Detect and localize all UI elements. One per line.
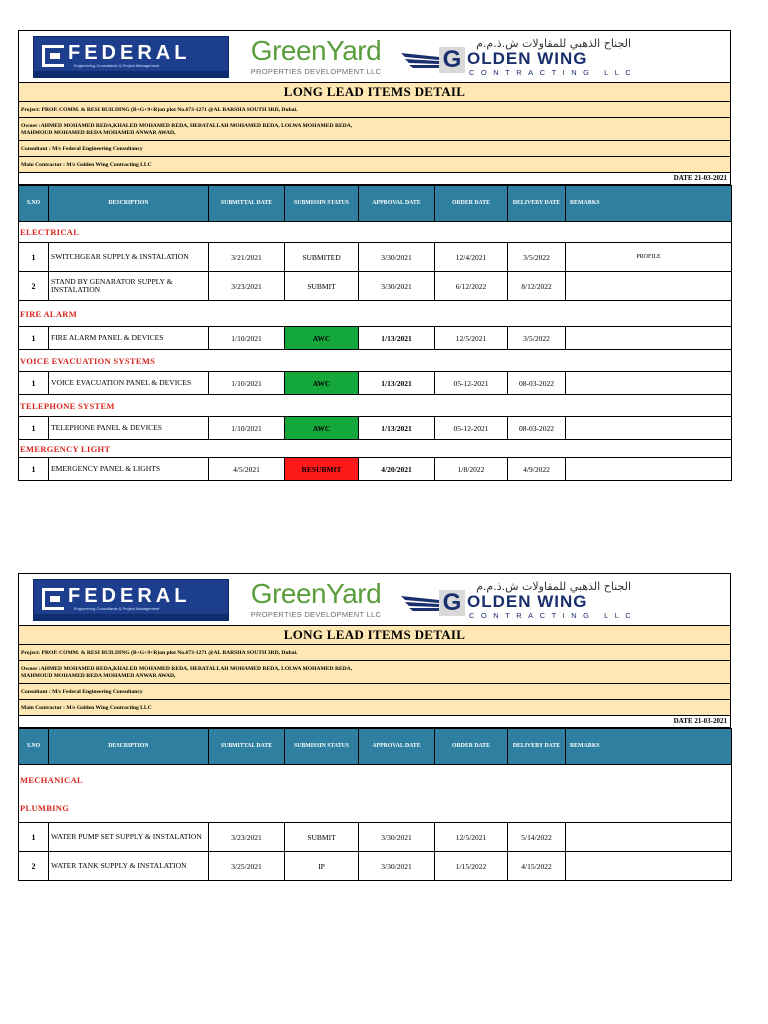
federal-logo-tagline: Engineering Consultants & Project Management	[74, 63, 160, 68]
col-approval-date: APPROVAL DATE	[359, 186, 435, 222]
goldenwing-logo-sub: CONTRACTING LLC	[469, 68, 638, 77]
federal-logo-strip	[34, 71, 228, 77]
cell-remarks	[566, 372, 732, 395]
owner-line-1: Owner :AHMED MOHAMED REDA,KHALED MOHAMED REDA, HEBATALLAH MOHAMED REDA, LOLWA MOHAMED REDA,	[21, 123, 353, 129]
cell-description: SWITCHGEAR SUPPLY & INSTALATION	[49, 243, 209, 272]
report-date: DATE 21-03-2021	[18, 716, 731, 728]
cell-remarks	[566, 417, 732, 440]
federal-logo-name: FEDERAL	[68, 585, 191, 607]
section-title: FIRE ALARM	[19, 301, 732, 327]
federal-logo	[33, 36, 229, 78]
owner-line-1: Owner :AHMED MOHAMED REDA,KHALED MOHAMED REDA, HEBATALLAH MOHAMED REDA, LOLWA MOHAMED REDA,	[21, 666, 353, 672]
greenyard-logo-sub: PROPERTIES DEVELOPMENT LLC	[250, 610, 382, 619]
cell-submittal-date: 1/10/2021	[209, 372, 285, 395]
cell-sno: 1	[19, 372, 49, 395]
cell-delivery-date: 3/5/2022	[508, 243, 566, 272]
cell-approval-date: 3/30/2021	[359, 852, 435, 881]
cell-sno: 1	[19, 458, 49, 481]
goldenwing-logo-sub: CONTRACTING LLC	[469, 611, 638, 620]
federal-mark-icon	[42, 45, 64, 67]
cell-approval-date: 3/30/2021	[359, 272, 435, 301]
cell-status-awc: AWC	[285, 372, 359, 395]
table-row	[19, 823, 732, 852]
cell-status-awc: AWC	[285, 327, 359, 350]
cell-delivery-date: 4/9/2022	[508, 458, 566, 481]
goldenwing-logo	[399, 35, 638, 79]
section-row-voice-evacuation	[19, 350, 732, 372]
col-submittal-date: SUBMITTAL DATE	[209, 186, 285, 222]
cell-order-date: 1/15/2022	[435, 852, 508, 881]
consultant-info: Consultant : M/s Federal Engineering Consultancy	[18, 141, 731, 157]
greenyard-logo	[241, 580, 391, 622]
report-date: DATE 21-03-2021	[18, 173, 731, 185]
logo-bar	[18, 30, 731, 82]
cell-status: SUBMITED	[285, 243, 359, 272]
cell-delivery-date: 08-03-2022	[508, 417, 566, 440]
goldenwing-logo	[399, 578, 638, 622]
cell-remarks	[566, 327, 732, 350]
table-row	[19, 272, 732, 301]
owner-info	[18, 661, 731, 684]
section-row-telephone	[19, 395, 732, 417]
section-title: PLUMBING	[19, 795, 732, 823]
cell-description: STAND BY GENARATOR SUPPLY & INSTALATION	[49, 272, 209, 301]
project-info: Project: PROP. COMM. & RESI BUILDING (B+G+9+R)on plot No.673-1271 @AL BARSHA SOUTH 3RD, Dubai.	[18, 102, 731, 118]
table-row	[19, 458, 732, 481]
cell-status-awc: AWC	[285, 417, 359, 440]
cell-submittal-date: 1/10/2021	[209, 327, 285, 350]
goldenwing-logo-name: OLDEN WING	[467, 49, 588, 68]
cell-sno: 1	[19, 243, 49, 272]
table-row	[19, 243, 732, 272]
cell-submittal-date: 1/10/2021	[209, 417, 285, 440]
goldenwing-arabic-name: الجناح الذهبي للمقاولات ش.ذ.م.م	[476, 580, 631, 593]
col-delivery-date: DELIVERY DATE	[508, 186, 566, 222]
cell-remarks	[566, 272, 732, 301]
contractor-info: Main Contractor : M/s Golden Wing Contracting LLC	[18, 157, 731, 173]
col-submission-status: SUBMISSIN STATUS	[285, 186, 359, 222]
cell-delivery-date: 3/5/2022	[508, 327, 566, 350]
cell-submittal-date: 3/23/2021	[209, 272, 285, 301]
page-title: LONG LEAD ITEMS DETAIL	[18, 625, 731, 645]
cell-remarks: PROFILE	[566, 243, 732, 272]
cell-submittal-date: 3/21/2021	[209, 243, 285, 272]
cell-status-resubmit: RESUBMIT	[285, 458, 359, 481]
cell-sno: 2	[19, 272, 49, 301]
cell-description: WATER TANK SUPPLY & INSTALATION	[49, 852, 209, 881]
goldenwing-logo-name: OLDEN WING	[467, 592, 588, 611]
owner-line-2: MAHMOUD MOHAMED REDA MOHAMED ANWAR AWAD,	[21, 129, 176, 136]
wing-icon	[401, 592, 441, 614]
section-row-electrical	[19, 222, 732, 243]
cell-sno: 2	[19, 852, 49, 881]
col-delivery-date: DELIVERY DATE	[508, 729, 566, 765]
col-sno: S.NO	[19, 186, 49, 222]
sheet-1	[18, 30, 731, 481]
cell-submittal-date: 3/25/2021	[209, 852, 285, 881]
section-title: EMERGENCY LIGHT	[19, 440, 732, 458]
cell-delivery-date: 4/15/2022	[508, 852, 566, 881]
greenyard-logo-name: GreenYard	[250, 35, 382, 66]
section-title: MECHANICAL	[19, 765, 732, 795]
col-description: DESCRIPTION	[49, 729, 209, 765]
col-sno: S.NO	[19, 729, 49, 765]
section-title: VOICE EVACUATION SYSTEMS	[19, 350, 732, 372]
cell-remarks	[566, 852, 732, 881]
cell-remarks	[566, 458, 732, 481]
owner-line-2: MAHMOUD MOHAMED REDA MOHAMED ANWAR AWAD,	[21, 672, 176, 679]
table-row	[19, 417, 732, 440]
cell-remarks	[566, 823, 732, 852]
section-row-emergency-light	[19, 440, 732, 458]
cell-description: TELEPHONE PANEL & DEVICES	[49, 417, 209, 440]
column-header-row	[19, 186, 732, 222]
cell-order-date: 05-12-2021	[435, 417, 508, 440]
cell-sno: 1	[19, 823, 49, 852]
contractor-info: Main Contractor : M/s Golden Wing Contracting LLC	[18, 700, 731, 716]
consultant-info: Consultant : M/s Federal Engineering Consultancy	[18, 684, 731, 700]
col-description: DESCRIPTION	[49, 186, 209, 222]
cell-status: IP	[285, 852, 359, 881]
col-remarks: REMARKS	[566, 729, 732, 765]
cell-delivery-date: 08-03-2022	[508, 372, 566, 395]
cell-approval-date: 3/30/2021	[359, 243, 435, 272]
cell-approval-date: 1/13/2021	[359, 327, 435, 350]
cell-approval-date: 1/13/2021	[359, 417, 435, 440]
long-lead-items-table	[18, 728, 732, 881]
col-approval-date: APPROVAL DATE	[359, 729, 435, 765]
greenyard-logo	[241, 37, 391, 79]
col-remarks: REMARKS	[566, 186, 732, 222]
federal-logo-name: FEDERAL	[68, 42, 191, 64]
col-order-date: ORDER DATE	[435, 186, 508, 222]
col-submission-status: SUBMISSIN STATUS	[285, 729, 359, 765]
cell-approval-date: 1/13/2021	[359, 372, 435, 395]
logo-bar	[18, 573, 731, 625]
section-row-plumbing	[19, 795, 732, 823]
section-title: ELECTRICAL	[19, 222, 732, 243]
cell-order-date: 12/4/2021	[435, 243, 508, 272]
table-row	[19, 852, 732, 881]
cell-order-date: 12/5/2021	[435, 327, 508, 350]
table-row	[19, 372, 732, 395]
page-title: LONG LEAD ITEMS DETAIL	[18, 82, 731, 102]
goldenwing-arabic-name: الجناح الذهبي للمقاولات ش.ذ.م.م	[476, 37, 631, 50]
cell-status: SUBMIT	[285, 272, 359, 301]
project-info: Project: PROP. COMM. & RESI BUILDING (B+G+9+R)on plot No.673-1271 @AL BARSHA SOUTH 3RD, Dubai.	[18, 645, 731, 661]
federal-logo-tagline: Engineering Consultants & Project Management	[74, 606, 160, 611]
cell-sno: 1	[19, 417, 49, 440]
cell-submittal-date: 3/23/2021	[209, 823, 285, 852]
cell-order-date: 05-12-2021	[435, 372, 508, 395]
cell-description: FIRE ALARM PANEL & DEVICES	[49, 327, 209, 350]
cell-sno: 1	[19, 327, 49, 350]
federal-mark-icon	[42, 588, 64, 610]
col-submittal-date: SUBMITTAL DATE	[209, 729, 285, 765]
cell-submittal-date: 4/5/2021	[209, 458, 285, 481]
federal-logo-strip	[34, 614, 228, 620]
cell-order-date: 1/8/2022	[435, 458, 508, 481]
cell-description: WATER PUMP SET SUPPLY & INSTALATION	[49, 823, 209, 852]
owner-info	[18, 118, 731, 141]
column-header-row	[19, 729, 732, 765]
cell-delivery-date: 8/12/2022	[508, 272, 566, 301]
cell-approval-date: 3/30/2021	[359, 823, 435, 852]
cell-order-date: 12/5/2021	[435, 823, 508, 852]
section-title: TELEPHONE SYSTEM	[19, 395, 732, 417]
federal-logo	[33, 579, 229, 621]
cell-order-date: 6/12/2022	[435, 272, 508, 301]
cell-description: VOICE EVACUATION PANEL & DEVICES	[49, 372, 209, 395]
sheet-2	[18, 573, 731, 881]
cell-approval-date: 4/20/2021	[359, 458, 435, 481]
table-row	[19, 327, 732, 350]
long-lead-items-table	[18, 185, 732, 481]
cell-delivery-date: 5/14/2022	[508, 823, 566, 852]
cell-description: EMERGENCY PANEL & LIGHTS	[49, 458, 209, 481]
wing-icon	[401, 49, 441, 71]
section-row-mechanical	[19, 765, 732, 795]
greenyard-logo-sub: PROPERTIES DEVELOPMENT LLC	[250, 67, 382, 76]
goldenwing-g-mark: G	[439, 590, 465, 616]
greenyard-logo-name: GreenYard	[250, 578, 382, 609]
cell-status: SUBMIT	[285, 823, 359, 852]
section-row-fire-alarm	[19, 301, 732, 327]
col-order-date: ORDER DATE	[435, 729, 508, 765]
goldenwing-g-mark: G	[439, 47, 465, 73]
